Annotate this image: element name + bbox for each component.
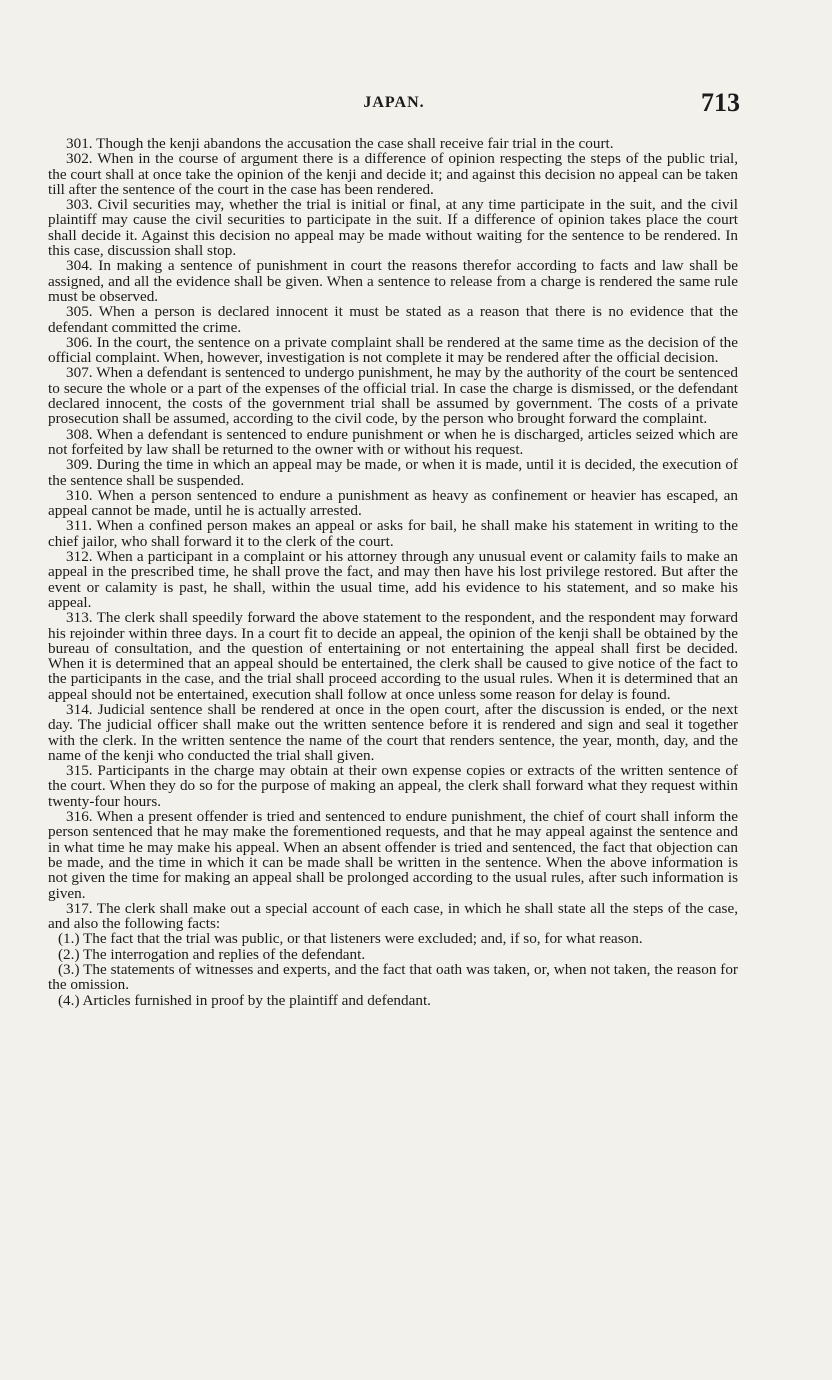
paragraph-316: 316. When a present offender is tried and sentenced to endure punishment, the chief of court shall inform the person sentenced that he may make the forementioned requests, and that he may appeal against the sentence and in what time he may make his appeal. When an absent offender is tried and sentenced, the fact that objection can be made, and the time in which it can be made shall be written in the sentence. When the above information is not given the time for making an appeal shall be prolonged according to the usual rules, after such information is given. [48,808,738,902]
paragraph-309: 309. During the time in which an appeal may be made, or when it is made, until it is decided, the execution of the sentence shall be suspended. [48,456,738,489]
paragraph-315: 315. Participants in the charge may obtain at their own expense copies or extracts of the written sentence of the court. When they do so for the purpose of making an appeal, the clerk shall forward what they request within twenty-four hours. [48,762,738,810]
paragraph-303: 303. Civil securities may, whether the trial is initial or final, at any time participate in the suit, and the civil plaintiff may cause the civil securities to participate in the suit. If a difference of opinion takes place the court shall decide it. Against this decision no appeal may be made without waiting for the sentence to be rendered. In this case, discussion shall stop. [48,196,738,260]
paragraph-313: 313. The clerk shall speedily forward the above statement to the respondent, and the respondent may forward his rejoinder within three days. In a court fit to decide an appeal, the opinion of the kenji shall be obtained by the bureau of consultation, and the question of entertaining or not entertaining the appeal shall first be decided. When it is determined that an appeal should be entertained, the clerk shall be caused to give notice of the fact to the participants in the case, and the trial shall proceed according to the usual rules. When it is determined that an appeal should not be entertained, execution shall follow at once unless some reason for delay is found. [48,609,738,703]
list-item: (1.) The fact that the trial was public, or that listeners were excluded; and, if so, for what reason. [58,930,643,948]
paragraph-306: 306. In the court, the sentence on a private complaint shall be rendered at the same time as the decision of the official complaint. When, however, investigation is not complete it may be rendered after the official decision. [48,333,738,367]
body-text [48,136,738,1008]
paragraph-312: 312. When a participant in a complaint or his attorney through any unusual event or calamity fails to make an appeal in the prescribed time, he shall prove the fact, and may then have his lost privilege restored. But after the event or calamity is past, he shall, within the usual time, add his evidence to his statement, and so make his appeal. [48,548,738,611]
paragraph-302: 302. When in the course of argument there is a difference of opinion respecting the steps of the public trial, the court shall at once take the opinion of the kenji and decide it; and against this decision no appeal can be taken till after the sentence of the court in the case has been rendered. [48,150,738,198]
paragraph-308: 308. When a defendant is sentenced to endure punishment or when he is discharged, articles seized which are not forfeited by law shall be returned to the owner with or without his request. [48,425,738,458]
running-head: JAPAN. [363,94,425,111]
paragraph-310: 310. When a person sentenced to endure a punishment as heavy as confinement or heavier has escaped, an appeal cannot be made, until he is actually arrested. [48,486,738,520]
paragraph-307: 307. When a defendant is sentenced to undergo punishment, he may by the authority of the court be sentenced to secure the whole or a part of the expenses of the official trial. In case the charge is dismissed, or the defendant declared innocent, the costs of the government trial shall be assumed by government. The costs of a private prosecution shall be assumed, according to the civil code, by the person who brought forward the complaint. [48,364,738,428]
page-number: 713 [701,88,740,117]
paragraph-305: 305. When a person is declared innocent it must be stated as a reason that there is no evidence that the defendant committed the crime. [48,303,738,336]
paragraph-317: 317. The clerk shall make out a special account of each case, in which he shall state all the steps of the case, and also the following facts: [48,899,738,933]
list-item: (3.) The statements of witnesses and experts, and the fact that oath was taken, or, when not taken, the reason for the omission. [48,961,738,994]
page-header [48,88,740,128]
list-item: (2.) The interrogation and replies of the defendant. [58,945,366,963]
paragraph-311: 311. When a confined person makes an appeal or asks for bail, he shall make his statement in writing to the chief jailor, who shall forward it to the clerk of the court. [48,517,738,550]
paragraph-314: 314. Judicial sentence shall be rendered at once in the open court, after the discussion is ended, or the next day. The judicial officer shall make out the written sentence before it is rendered and sign and seal it together with the clerk. In the written sentence the name of the court that renders sentence, the year, month, day, and the name of the kenji who conducted the trial shall given. [48,700,738,764]
paragraph-304: 304. In making a sentence of punishment in court the reasons therefor according to facts and law shall be assigned, and all the evidence shall be given. When a sentence to release from a charge is rendered the same rule must be observed. [48,257,738,305]
paragraph-301: 301. Though the kenji abandons the accusation the case shall receive fair trial in the court. [66,135,614,152]
list-item: (4.) Articles furnished in proof by the plaintiff and defendant. [58,991,431,1009]
